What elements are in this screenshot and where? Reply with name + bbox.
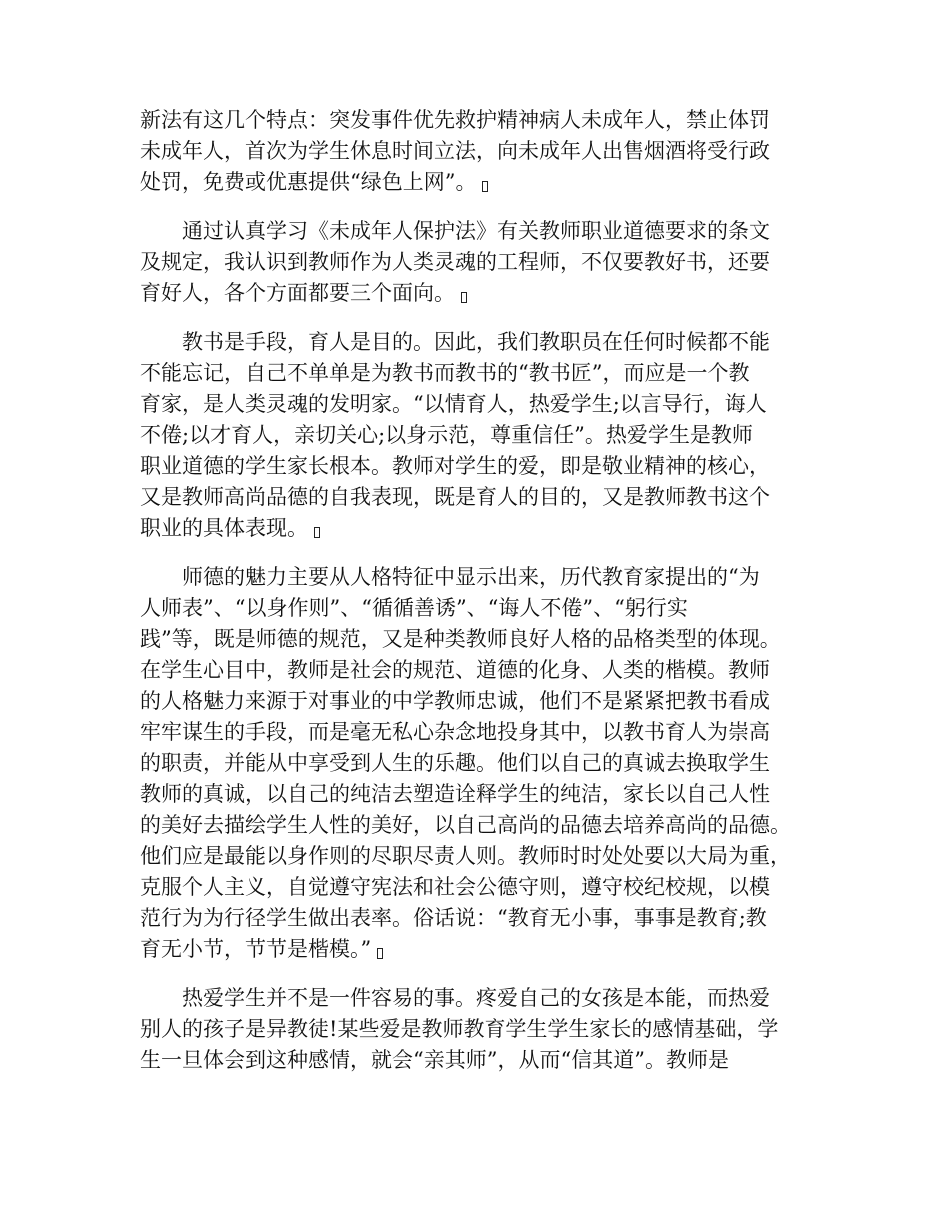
text-line: 的职责，并能从中享受到人生的乐趣。他们以自己的真诚去换取学生 [140, 751, 770, 775]
text-line: 育家，是人类灵魂的发明家。“以情育人，热爱学生;以言导行，诲人 [140, 392, 767, 416]
text-line: 教师的真诚，以自己的纯洁去塑造诠释学生的纯洁，家长以自己人性 [140, 782, 770, 806]
paragraph-mark-icon [461, 292, 467, 303]
text-line: 别人的孩子是异教徒!某些爱是教师教育学生学生家长的感情基础，学 [140, 1017, 779, 1041]
text-line: 践”等，既是师德的规范，又是种类教师良好人格的品格类型的体现。 [140, 627, 781, 651]
paragraph-2 [140, 216, 830, 309]
text-line: 职业道德的学生家长根本。教师对学生的爱，即是敬业精神的核心， [140, 454, 770, 478]
text-line: 未成年人，首次为学生休息时间立法，向未成年人出售烟酒将受行政 [140, 139, 770, 163]
text-line: 生一旦体会到这种感情，就会“亲其师”，从而“信其道”。教师是 [140, 1048, 729, 1072]
text-line: 牢牢谋生的手段，而是毫无私心杂念地投身其中，以教书育人为崇高 [140, 720, 770, 744]
paragraph-3 [140, 327, 830, 544]
text-line: 热爱学生并不是一件容易的事。疼爱自己的女孩是本能，而热爱 [182, 986, 770, 1010]
text-line: 范行为为行径学生做出表率。俗话说：“教育无小事，事事是教育;教 [140, 906, 767, 930]
text-line: 育好人，各个方面都要三个面向。 [140, 278, 830, 309]
paragraph-mark-icon [482, 181, 488, 192]
text-line: 处罚，免费或优惠提供“绿色上网”。 [140, 167, 830, 198]
paragraph-mark-icon [377, 948, 383, 959]
paragraph-mark-icon [314, 527, 320, 538]
text-line: 职业的具体表现。 [140, 513, 830, 544]
document-body [140, 105, 830, 1094]
text-line: 通过认真学习《未成年人保护法》有关教师职业道德要求的条文 [182, 219, 770, 243]
paragraph-5 [140, 983, 830, 1076]
text-line: 育无小节，节节是楷模。” [140, 934, 830, 965]
text-line: 在学生心目中，教师是社会的规范、道德的化身、人类的楷模。教师 [140, 658, 770, 682]
text-line: 教书是手段，育人是目的。因此，我们教职员在任何时候都不能 [182, 330, 770, 354]
text-line: 不倦;以才育人，亲切关心;以身示范，尊重信任”。热爱学生是教师 [140, 423, 753, 447]
text-line: 新法有这几个特点：突发事件优先救护精神病人未成年人，禁止体罚 [140, 108, 770, 132]
text-line: 克服个人主义，自觉遵守宪法和社会公德守则，遵守校纪校规，以模 [140, 875, 770, 899]
text-line: 不能忘记，自己不单单是为教书而教书的“教书匠”，而应是一个教 [140, 361, 750, 385]
text-line: 又是教师高尚品德的自我表现，既是育人的目的，又是教师教书这个 [140, 485, 770, 509]
paragraph-4 [140, 562, 830, 965]
text-line: 的人格魅力来源于对事业的中学教师忠诚，他们不是紧紧把教书看成 [140, 689, 770, 713]
text-line: 及规定，我认识到教师作为人类灵魂的工程师，不仅要教好书，还要 [140, 250, 770, 274]
text-line: 的美好去描绘学生人性的美好，以自己高尚的品德去培养高尚的品德。 [140, 813, 791, 837]
paragraph-1 [140, 105, 830, 198]
text-line: 师德的魅力主要从人格特征中显示出来，历代教育家提出的“为 [182, 565, 760, 589]
text-line: 他们应是最能以身作则的尽职尽责人则。教师时时处处要以大局为重， [140, 844, 791, 868]
text-line: 人师表”、“以身作则”、“循循善诱”、“诲人不倦”、“躬行实 [140, 596, 688, 620]
